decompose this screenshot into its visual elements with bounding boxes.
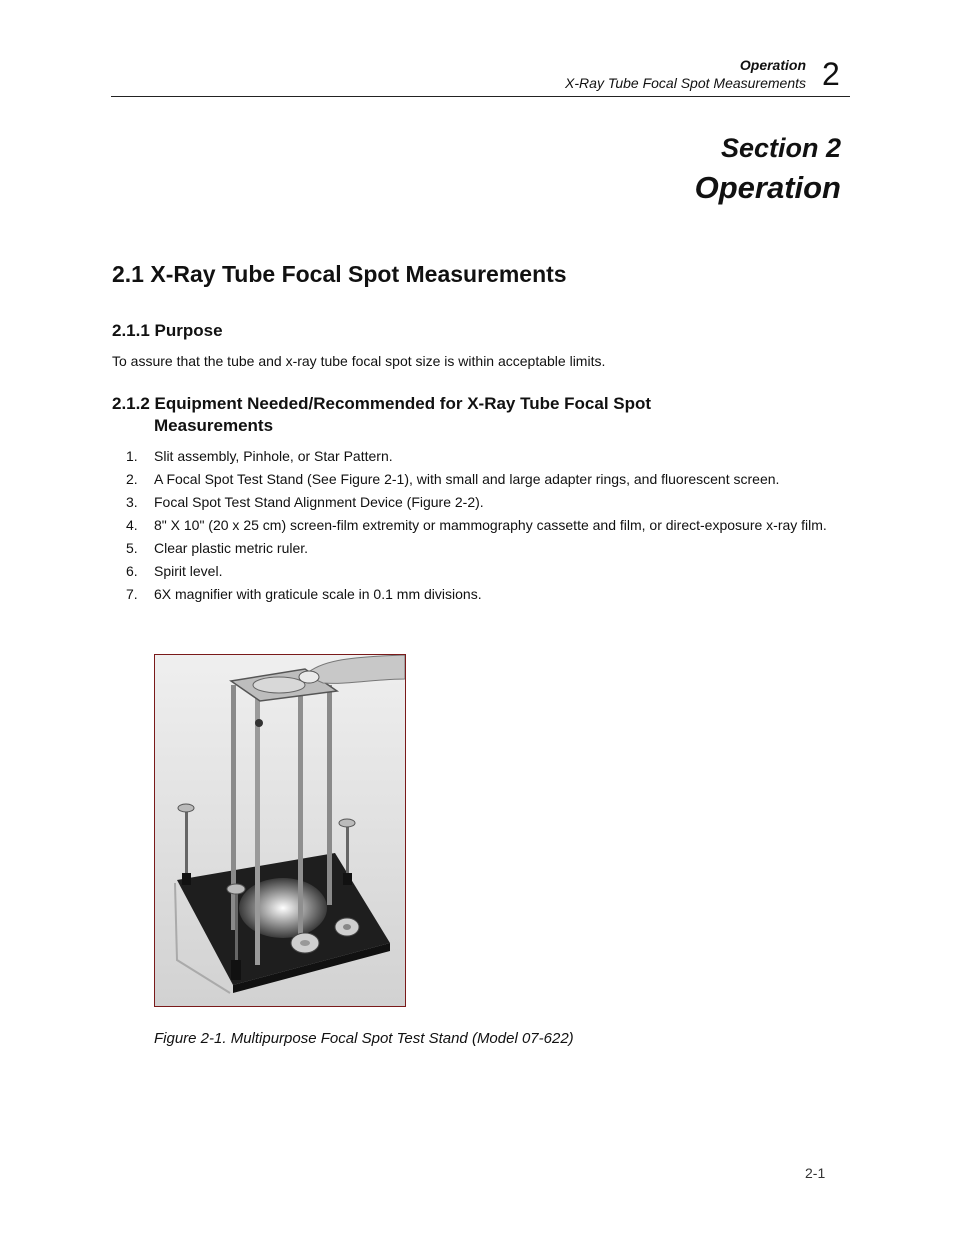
list-item-number: 6.	[126, 563, 138, 579]
equipment-list	[112, 447, 842, 608]
list-item-number: 5.	[126, 540, 138, 556]
list-item-text: 8" X 10" (20 x 25 cm) screen-film extremity or mammography cassette and film, or direct-exposure x-ray film.	[154, 517, 827, 533]
list-item-text: Spirit level.	[154, 563, 223, 579]
list-item-text: Clear plastic metric ruler.	[154, 540, 309, 556]
chapter-number: 2	[822, 56, 840, 92]
heading-2-1: 2.1 X-Ray Tube Focal Spot Measurements	[112, 261, 567, 287]
running-header-subsection: X-Ray Tube Focal Spot Measurements	[565, 75, 806, 91]
heading-2-1-1: 2.1.1 Purpose	[112, 321, 223, 340]
heading-2-1-2	[112, 393, 772, 437]
list-item-number: 4.	[126, 517, 138, 533]
list-item-number: 3.	[126, 494, 138, 510]
figure-test-stand-photo	[154, 654, 406, 1007]
test-stand-illustration	[155, 655, 405, 1006]
section-label: Section 2	[720, 133, 841, 163]
header-rule	[111, 96, 850, 97]
list-item	[112, 493, 842, 511]
list-item	[112, 516, 842, 534]
running-header	[565, 56, 806, 92]
list-item	[112, 562, 842, 580]
running-header-section: Operation	[739, 57, 806, 73]
list-item	[112, 539, 842, 557]
list-item-text: 6X magnifier with graticule scale in 0.1 mm divisions.	[154, 586, 482, 602]
heading-2-1-2-line1: 2.1.2 Equipment Needed/Recommended for X-Ray Tube Focal Spot	[112, 394, 652, 413]
section-title: Operation	[694, 170, 841, 205]
purpose-paragraph: To assure that the tube and x-ray tube focal spot size is within acceptable limits.	[112, 353, 606, 369]
figure-caption: Figure 2-1. Multipurpose Focal Spot Test Stand (Model 07-622)	[154, 1030, 574, 1047]
list-item-text: Focal Spot Test Stand Alignment Device (Figure 2-2).	[154, 494, 484, 510]
list-item-number: 7.	[126, 586, 138, 602]
page-number: 2-1	[805, 1165, 826, 1181]
heading-2-1-2-line2: Measurements	[154, 416, 274, 435]
list-item-text: A Focal Spot Test Stand (See Figure 2-1), with small and large adapter rings, and fluorescent screen.	[154, 471, 780, 487]
list-item	[112, 585, 842, 603]
list-item-number: 1.	[126, 448, 138, 464]
list-item	[112, 470, 842, 488]
list-item	[112, 447, 842, 465]
list-item-number: 2.	[126, 471, 138, 487]
list-item-text: Slit assembly, Pinhole, or Star Pattern.	[154, 448, 393, 464]
